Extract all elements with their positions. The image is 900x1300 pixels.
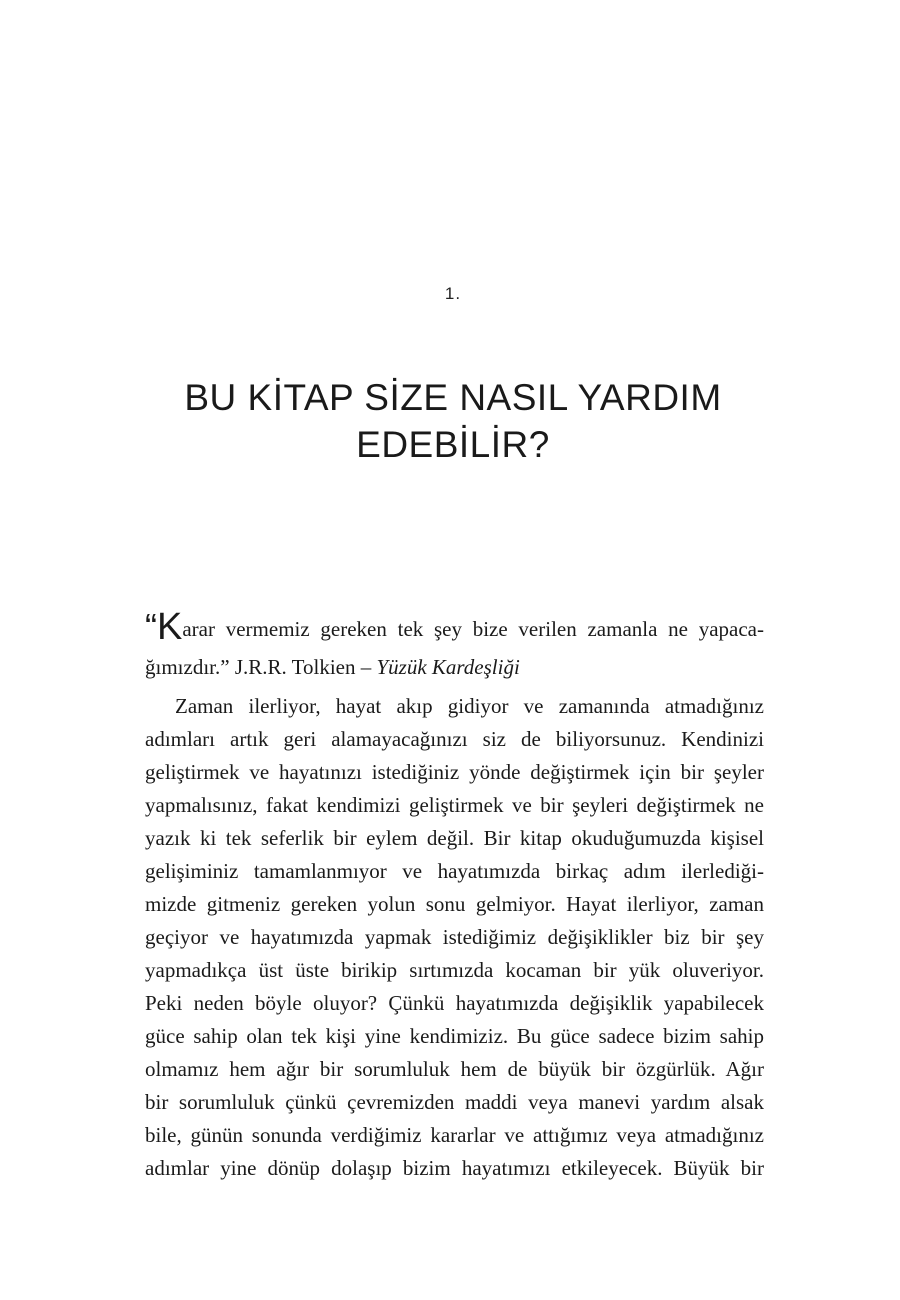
body-line: bir sorumluluk çünkü çevremizden maddi veya manevi yardım alsak — [145, 1090, 764, 1114]
body-line: Peki neden böyle oluyor? Çünkü hayatımızda değişiklik yapabilecek — [145, 991, 764, 1015]
epigraph-line — [145, 651, 764, 684]
chapter-title-line: EDEBİLİR? — [356, 424, 550, 465]
body-line: bile, günün sonunda verdiğimiz kararlar ve attığımız veya atmadığınız — [145, 1123, 764, 1147]
body-line: geliştirmek ve hayatınızı istediğiniz yönde değiştirmek için bir şeyler — [145, 760, 764, 784]
chapter-number: 1. — [444, 284, 462, 303]
chapter-content — [145, 608, 764, 1185]
body-line: olmamız hem ağır bir sorumluluk hem de büyük bir özgürlük. Ağır — [145, 1057, 764, 1081]
body-line: adımları artık geri alamayacağınızı siz de biliyorsunuz. Kendinizi — [145, 727, 764, 751]
chapter-title-line: BU KİTAP SİZE NASIL YARDIM — [184, 377, 722, 418]
body-line: mizde gitmeniz gereken yolun sonu gelmiyor. Hayat ilerliyor, zaman — [145, 892, 764, 916]
epigraph-text: arar vermemiz gereken tek şey bize verilen zamanla ne yapaca- — [182, 617, 764, 641]
body-line: yapmadıkça üst üste birikip sırtımızda kocaman bir yük oluveriyor. — [145, 958, 764, 982]
epigraph — [145, 608, 764, 684]
chapter-title — [100, 374, 806, 468]
epigraph-line — [145, 608, 764, 651]
body-line: Zaman ilerliyor, hayat akıp gidiyor ve zamanında atmadığınız — [175, 694, 764, 718]
opening-quote-mark: “ — [145, 606, 157, 647]
body-line: güce sahip olan tek kişi yine kendimiziz. Bu güce sadece bizim sahip — [145, 1024, 764, 1048]
epigraph-attribution: ğımızdır.” J.R.R. Tolkien – — [145, 655, 377, 679]
body-line: geçiyor ve hayatımızda yapmak istediğimiz değişiklikler biz bir şey — [145, 925, 764, 949]
epigraph-initial-letter: K — [157, 606, 183, 648]
body-line: yapmalısınız, fakat kendimizi geliştirmek ve bir şeyleri değiştirmek ne — [145, 793, 764, 817]
body-paragraph — [145, 690, 764, 1185]
epigraph-source-title: Yüzük Kardeşliği — [376, 655, 520, 679]
body-line: adımlar yine dönüp dolaşıp bizim hayatımızı etkileyecek. Büyük bir — [145, 1156, 764, 1180]
body-line: yazık ki tek seferlik bir eylem değil. Bir kitap okuduğumuzda kişisel — [145, 826, 764, 850]
body-line: gelişiminiz tamamlanmıyor ve hayatımızda birkaç adım ilerlediği- — [145, 859, 764, 883]
